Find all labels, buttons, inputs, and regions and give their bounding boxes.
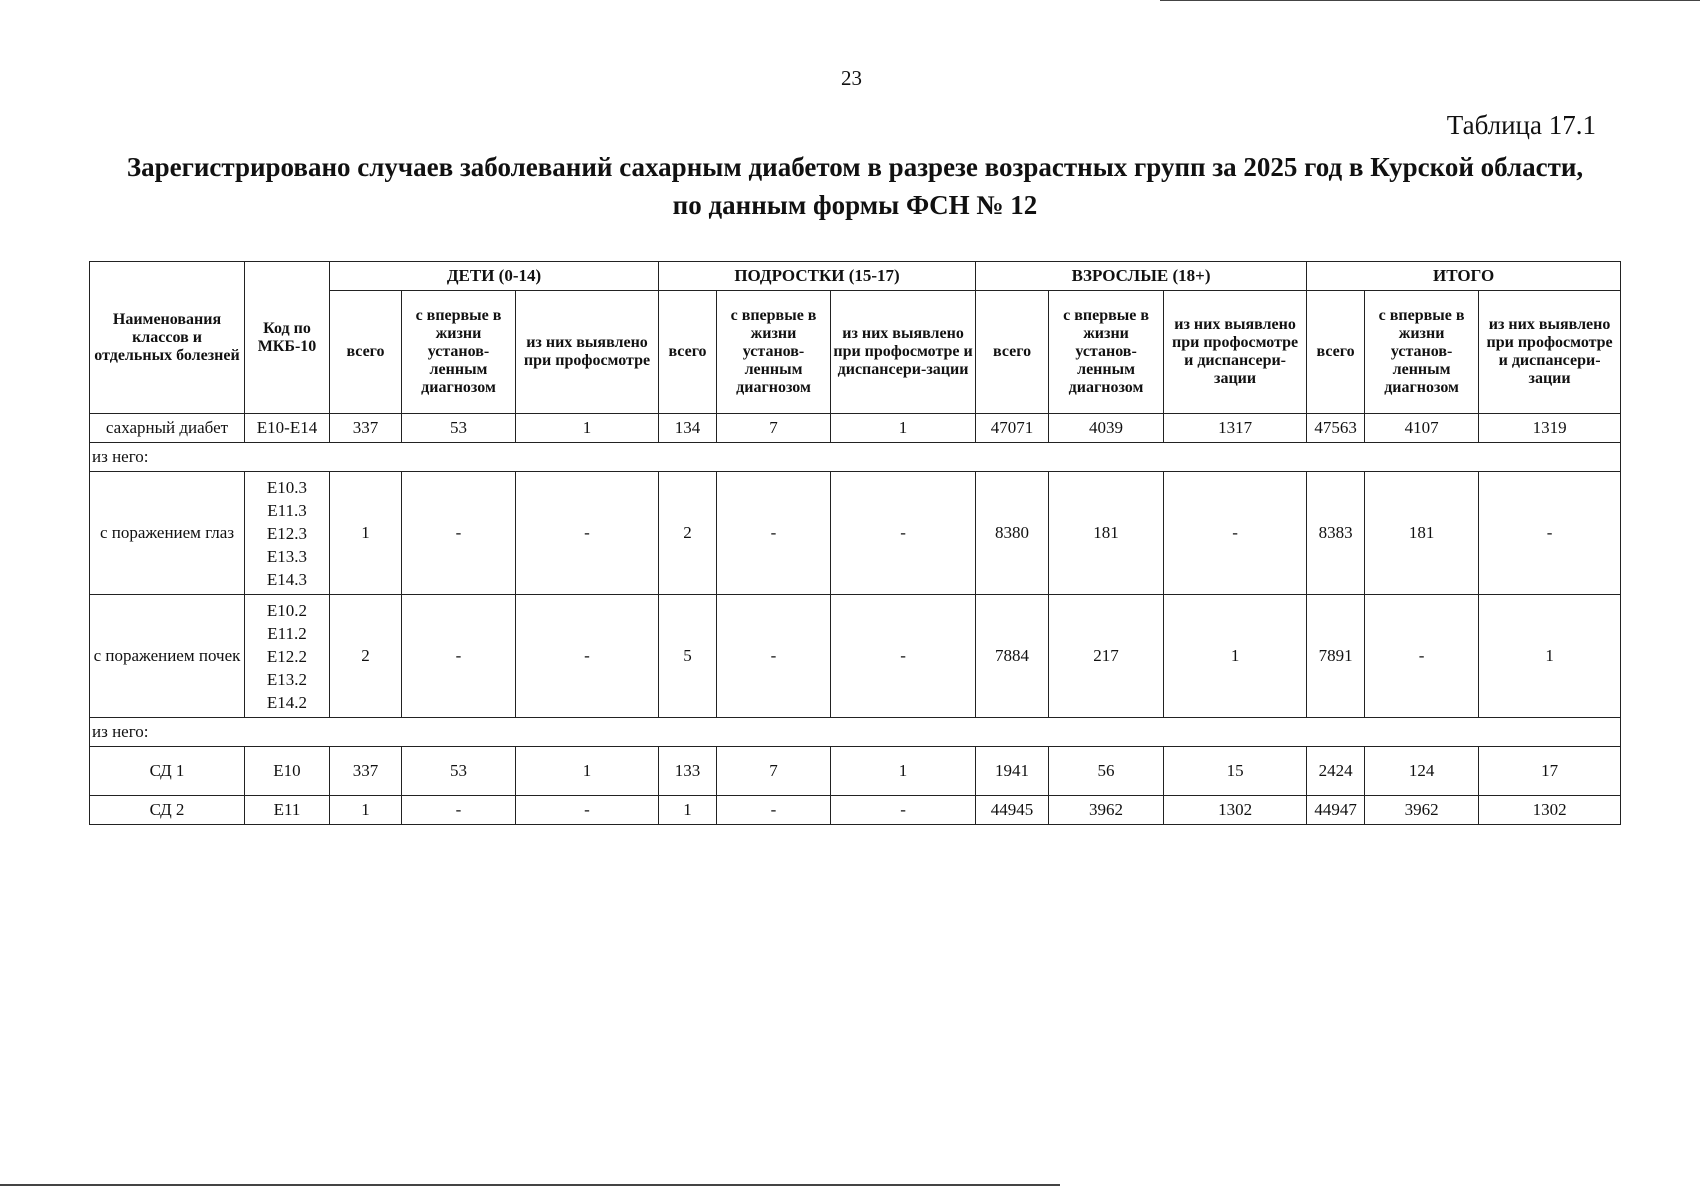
header-group-row (90, 262, 1621, 291)
value-cell: 217 (1049, 595, 1164, 718)
row-code: E10 (245, 747, 330, 796)
value-cell: 17 (1479, 747, 1621, 796)
value-cell: 337 (330, 747, 402, 796)
code-item: E14.3 (266, 569, 308, 589)
table-row (90, 414, 1621, 443)
value-cell: 44947 (1307, 796, 1365, 825)
value-cell: - (402, 595, 516, 718)
code-item: E10.2 (266, 600, 308, 620)
value-cell: 3962 (1049, 796, 1164, 825)
header-first-time: с впервые в жизни установ-ленным диагнозом (717, 291, 831, 414)
value-cell: - (831, 595, 976, 718)
value-cell: 124 (1365, 747, 1479, 796)
code-item: E12.2 (266, 646, 308, 666)
header-total: всего (330, 291, 402, 414)
value-cell: 44945 (976, 796, 1049, 825)
value-cell: - (1365, 595, 1479, 718)
value-cell: - (516, 472, 659, 595)
scan-artifact-top (1160, 0, 1700, 1)
value-cell: 4039 (1049, 414, 1164, 443)
value-cell: 3962 (1365, 796, 1479, 825)
value-cell: 1302 (1164, 796, 1307, 825)
value-cell: 4107 (1365, 414, 1479, 443)
code-item: E13.2 (266, 669, 308, 689)
table-row-separator (90, 718, 1621, 747)
value-cell: 2 (659, 472, 717, 595)
header-first-time: с впервые в жизни установ-ленным диагнозом (1049, 291, 1164, 414)
title-line-2: по данным формы ФСН № 12 (672, 190, 1038, 220)
value-cell: 134 (659, 414, 717, 443)
table-row (90, 747, 1621, 796)
row-codes (245, 595, 330, 718)
header-group-total: ИТОГО (1307, 262, 1621, 291)
value-cell: 1 (1164, 595, 1307, 718)
value-cell: - (717, 595, 831, 718)
value-cell: 1941 (976, 747, 1049, 796)
value-cell: 2424 (1307, 747, 1365, 796)
diabetes-table (89, 261, 1621, 825)
subgroup-label: из него: (90, 718, 1621, 747)
value-cell: 1319 (1479, 414, 1621, 443)
header-prof-disp: из них выявлено при профосмотре и диспансери-зации (831, 291, 976, 414)
row-name: СД 1 (90, 747, 245, 796)
code-item: E14.2 (266, 692, 308, 712)
value-cell: 337 (330, 414, 402, 443)
value-cell: - (1479, 472, 1621, 595)
value-cell: - (516, 796, 659, 825)
row-name: с поражением почек (90, 595, 245, 718)
header-first-time: с впервые в жизни установ-ленным диагнозом (402, 291, 516, 414)
code-item: E10.3 (266, 477, 308, 497)
row-code: E11 (245, 796, 330, 825)
code-item: E12.3 (266, 523, 308, 543)
row-name: сахарный диабет (90, 414, 245, 443)
header-name: Наименования классов и отдельных болезней (90, 262, 245, 414)
table-row-separator (90, 443, 1621, 472)
header-code: Код по МКБ-10 (245, 262, 330, 414)
value-cell: 7891 (1307, 595, 1365, 718)
value-cell: 1 (330, 472, 402, 595)
table-row (90, 472, 1621, 595)
row-name: СД 2 (90, 796, 245, 825)
value-cell: 7 (717, 414, 831, 443)
value-cell: 1317 (1164, 414, 1307, 443)
value-cell: 133 (659, 747, 717, 796)
title-line-1: Зарегистрировано случаев заболеваний сахарным диабетом в разрезе возрастных групп за 2025 год в Курской области, (126, 152, 1584, 182)
header-prof: из них выявлено при профосмотре (516, 291, 659, 414)
value-cell: 47071 (976, 414, 1049, 443)
subgroup-label: из него: (90, 443, 1621, 472)
value-cell: 8380 (976, 472, 1049, 595)
table-row (90, 796, 1621, 825)
value-cell: 53 (402, 414, 516, 443)
table-label: Таблица 17.1 (1446, 110, 1596, 140)
value-cell: 47563 (1307, 414, 1365, 443)
value-cell: 1 (516, 414, 659, 443)
value-cell: 5 (659, 595, 717, 718)
value-cell: 1 (516, 747, 659, 796)
value-cell: 2 (330, 595, 402, 718)
value-cell: 8383 (1307, 472, 1365, 595)
code-item: E11.3 (267, 500, 307, 520)
value-cell: 15 (1164, 747, 1307, 796)
header-group-adults: ВЗРОСЛЫЕ (18+) (976, 262, 1307, 291)
header-first-time: с впервые в жизни установ-ленным диагнозом (1365, 291, 1479, 414)
value-cell: - (516, 595, 659, 718)
row-codes (245, 472, 330, 595)
header-prof-disp: из них выявлено при профосмотре и диспансери-зации (1479, 291, 1621, 414)
header-group-children: ДЕТИ (0-14) (330, 262, 659, 291)
header-group-teens: ПОДРОСТКИ (15-17) (659, 262, 976, 291)
row-code: E10-E14 (245, 414, 330, 443)
value-cell: - (717, 472, 831, 595)
code-item: E13.3 (266, 546, 308, 566)
page-number: 23 (841, 66, 862, 90)
header-total: всего (1307, 291, 1365, 414)
header-prof-disp: из них выявлено при профосмотре и диспансери-зации (1164, 291, 1307, 414)
value-cell: - (831, 796, 976, 825)
value-cell: - (831, 472, 976, 595)
value-cell: - (402, 796, 516, 825)
header-total: всего (976, 291, 1049, 414)
value-cell: 53 (402, 747, 516, 796)
value-cell: 7884 (976, 595, 1049, 718)
value-cell: 1 (330, 796, 402, 825)
value-cell: 7 (717, 747, 831, 796)
code-item: E11.2 (267, 623, 307, 643)
value-cell: 1 (1479, 595, 1621, 718)
value-cell: - (402, 472, 516, 595)
header-total: всего (659, 291, 717, 414)
value-cell: 56 (1049, 747, 1164, 796)
scan-artifact-bottom (0, 1184, 1060, 1186)
value-cell: - (1164, 472, 1307, 595)
row-name: с поражением глаз (90, 472, 245, 595)
value-cell: 1 (831, 414, 976, 443)
value-cell: 1302 (1479, 796, 1621, 825)
table-title (90, 148, 1620, 224)
value-cell: 181 (1049, 472, 1164, 595)
value-cell: 181 (1365, 472, 1479, 595)
value-cell: 1 (831, 747, 976, 796)
table-row (90, 595, 1621, 718)
value-cell: - (717, 796, 831, 825)
value-cell: 1 (659, 796, 717, 825)
